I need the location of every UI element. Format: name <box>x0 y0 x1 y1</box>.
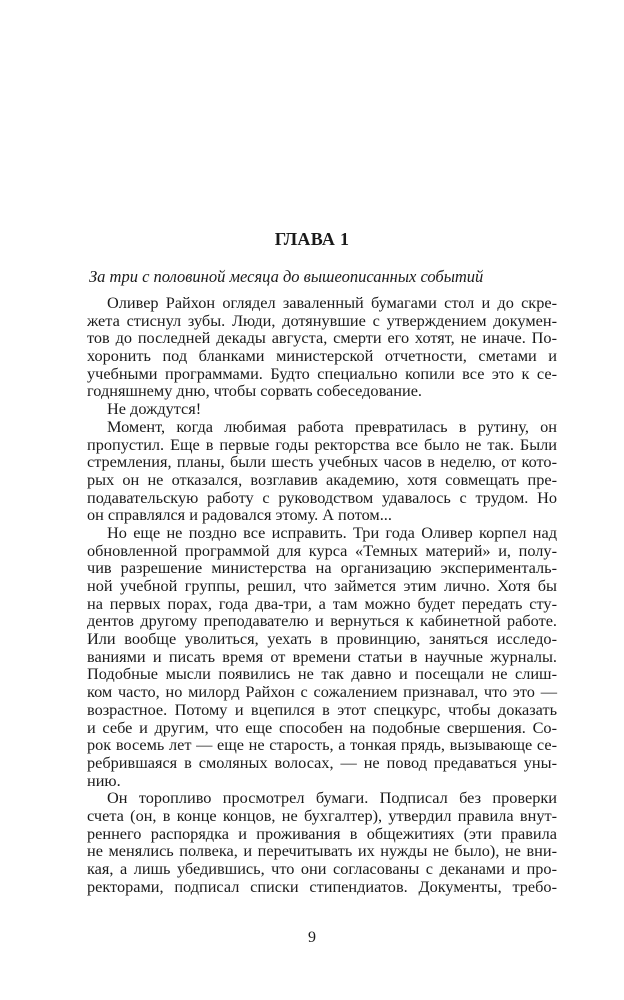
paragraph <box>87 400 557 418</box>
text-line: Или вообще уволиться, уехать в провинцию, заняться исследо- <box>87 629 557 649</box>
text-line: обновленной программой для курса «Темных материй» и, полу- <box>87 540 557 560</box>
text-line: рых он не отказался, возглавив академию, хотя совмещать пре- <box>87 469 557 489</box>
text-line: ректорами, подписал списки стипендиатов. Документы, требо- <box>87 876 557 896</box>
text-line: жета стиснул зубы. Люди, дотянувшие с утверждением докумен- <box>87 310 557 330</box>
text-line: подавательскую работу с руководством удавалось с трудом. Но <box>87 487 557 507</box>
text-line: стремления, планы, были шесть учебных часов в неделю, от кото- <box>87 452 557 472</box>
text-line: пропустил. Еще в первые годы ректорства все было не так. Были <box>87 434 557 454</box>
text-line: хоронить под бланками министерской отчетности, сметами и <box>87 346 557 366</box>
text-line: учебными программами. Будто специально копили все это к се- <box>87 363 557 383</box>
text-line: возрастное. Потому и вцепился в этот спецкурс, чтобы доказать <box>87 699 557 719</box>
text-line: Момент, когда любимая работа превратилась в рутину, он <box>107 416 557 436</box>
text-line: Он торопливо просмотрел бумаги. Подписал без проверки <box>107 788 557 808</box>
paragraph <box>87 524 557 789</box>
paragraph <box>87 789 557 895</box>
text-line: он справлялся и радовался этому. А потом... <box>87 505 392 525</box>
text-line: годняшнему дню, чтобы сорвать собеседование. <box>87 381 422 401</box>
text-line: Подобные мысли появились не так давно и посещали не слиш- <box>87 664 557 684</box>
text-line: счета (он, в конце концов, не бухгалтер), утвердил правила внут- <box>87 805 557 825</box>
text-line: Но еще не поздно все исправить. Три года Оливер корпел над <box>107 522 557 542</box>
paragraph <box>87 294 557 400</box>
text-line: кая, а лишь убедившись, что они согласованы с деканами и про- <box>87 859 557 878</box>
text-line: и себе и другим, что еще способен на подобные свершения. Со- <box>87 717 557 737</box>
text-line: ребрившаяся в смоляных волосах, — не повод предаваться уны- <box>87 752 557 772</box>
text-line: Оливер Райхон оглядел заваленный бумагами стол и до скре- <box>107 293 557 312</box>
text-line: чив разрешение министерства на организацию эксперименталь- <box>87 558 557 578</box>
text-line: ком часто, но милорд Райхон с сожалением признавал, что это — <box>87 682 557 702</box>
chapter-subtitle: За три с половиной месяца до вышеописанных событий <box>89 267 484 286</box>
text-line: нию. <box>87 770 121 790</box>
text-line: ной учебной группы, решил, что займется этим лично. Хотя бы <box>87 576 557 595</box>
text-line: ваниями и писать время от времени статьи в научные журналы. <box>87 646 557 666</box>
paragraph <box>87 418 557 524</box>
text-line: тов до последней декады августа, смерти его хотят, не иначе. По- <box>87 328 557 348</box>
chapter-title: ГЛАВА 1 <box>274 229 350 249</box>
text-line: не менялись полвека, и перечитывать их нужды не было), не вни- <box>87 841 557 861</box>
body-text <box>87 294 557 895</box>
text-line: дентов другому преподавателю и вернуться к кабинетной работе. <box>87 611 557 631</box>
text-line: рок восемь лет — еще не старость, а тонкая прядь, вызывающе се- <box>87 735 557 755</box>
text-line: реннего распорядка и проживания в общежитиях (эти правила <box>87 823 557 843</box>
page-number: 9 <box>308 929 316 946</box>
text-line: Не дождутся! <box>107 399 202 419</box>
text-line: на первых порах, года два-три, а там можно будет передать сту- <box>87 593 557 613</box>
